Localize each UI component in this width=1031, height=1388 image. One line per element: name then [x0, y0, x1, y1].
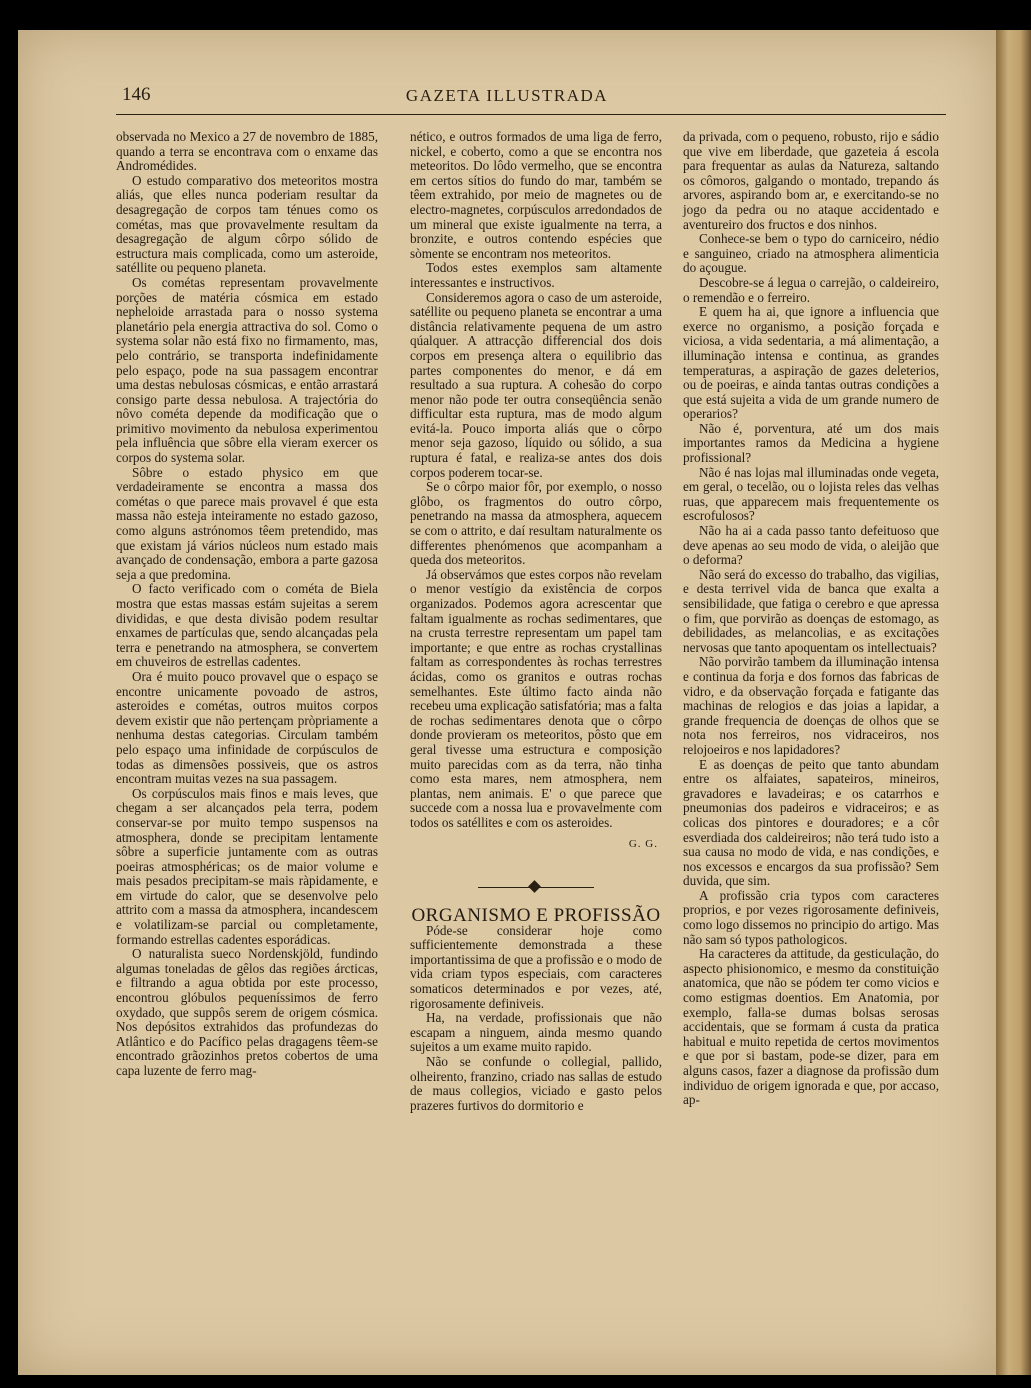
paragraph: O naturalista sueco Nordenskjöld, fundindo algumas toneladas de gêlos das regiões árcticas, e filtrando a agua obtida por este processo, encontrou glóbulos pequeníssimos de ferro oxydado, que suppôs serem de origem cósmica. Nos depósitos extrahidos das profundezas do Atlântico e do Pacífico pelas dragagens têem-se encontrado grãozinhos pretos cobertos de uma capa luzente de ferro mag- [116, 946, 378, 1078]
paragraph: A profissão cria typos com caracteres proprios, e por vezes rigorosamente definiveis, como logo dissemos no principio do artigo. Mas não sam só typos pathologicos. [683, 887, 939, 947]
paragraph: Ha caracteres da attitude, da gesticulação, do aspecto phisionomico, e mesmo da constituição anatomica, que não se pódem ter como vicios e como estigmas doentios. Em Anatomia, por exemplo, falla-se dumas bolsas serosas accidentais, que se formam á custa da pratica habitual e muito repetida de certos movimentos e que por si bastam, pode-se dizer, para em alguns casos, fazer a diagnose da profissão dum individuo de origem ignorada e que, por accaso, ap- [683, 946, 939, 1108]
article-title: ORGANISMO E PROFISSÃO [411, 905, 661, 927]
paragraph: Não se confunde o collegial, pallido, olheirento, franzino, criado nas sallas de estudo de maus collegios, viciado e gasto pelos prazeres furtivos do dormitorio e [410, 1054, 662, 1113]
paragraph: Não porvirão tambem da illuminação intensa e continua da forja e dos fornos das fabricas de vidro, e da observação forçada e fatigante das machinas de relogios e das joias a lapidar, a grande frequencia de doenças de olhos que se nota nos ferreiros, nos vidraceiros, nos relojoeiros e nos lapidadores? [683, 654, 939, 757]
paragraph: Os corpúsculos mais finos e mais leves, que chegam a ser alcançados pela terra, podem conservar-se por muito tempo suspensos na atmosphera, donde se precipitam lentamente sôbre a superficie juntamente com as outras poeiras atmosphéricas; os de maior volume e mais pesados precipitam-se mais ràpidamente, e em virtude do calor, que se desenvolve pelo attrito com a massa da atmosphera, incandescem e volatilizam-se parcial ou completamente, formando estrellas cadentes esporádicas. [116, 785, 378, 947]
paragraph: O facto verificado com o cométa de Biela mostra que estas massas estám sujeitas a serem divididas, e que desta divisão podem resultar enxames de partículas que, sendo alcançadas pela terra e penetrando na atmosphera, se convertem em chuveiros de estrellas cadentes. [116, 581, 378, 670]
paragraph: da privada, com o pequeno, robusto, rijo e sádio que vive em liberdade, que gazeteia á escola para frequentar as aulas da Natureza, saltando os cômoros, galgando o montado, trepando ás arvores, aspirando bom ar, e exercitando-se no jogo da pedra ou no ataque accidentado e aventureiro dos fructos e dos ninhos. [683, 129, 939, 232]
scan-border [0, 30, 18, 1375]
paragraph: Descobre-se á legua o carrejão, o caldeireiro, o remendão e o ferreiro. [683, 274, 939, 305]
paragraph: Póde-se considerar hoje como sufficientemente demonstrada a these importantissima de que a profissão e o modo de vida criam typos especiais, com caracteres somaticos determinados e por vezes, até, rigorosamente definiveis. [410, 922, 662, 1011]
paragraph: Não é, porventura, até um dos mais importantes ramos da Medicina a hygiene profissional? [683, 420, 939, 466]
paragraph: Conhece-se bem o typo do carniceiro, nédio e sanguineo, criado na atmosphera alimenticia do açougue. [683, 231, 939, 276]
paragraph: Ora é muito pouco provavel que o espaço se encontre unicamente povoado de astros, asteroides e cométas, outros muitos corpos devem existir que não pertençam pròpriamente a nenhuma destas categorias. Circulam também pelo espaço uma infinidade de corpúsculos de todas as dimensões possiveis, que os astros encontram muitas vezes na sua passagem. [116, 668, 378, 787]
column-2 [410, 130, 662, 1113]
paragraph: Consideremos agora o caso de um asteroide, satéllite ou pequeno planeta se encontrar a uma distância relativamente pequena de um astro qúalquer. A attracção differencial dos dois corpos em presença altera o equilibrio das partes componentes do menor, e dá em resultado a sua ruptura. A cohesão do corpo menor não pode ter outra conseqüência senão difficultar esta ruptura, mas de modo algum evitá-la. Pouco importa aliás que o côrpo menor seja gazoso, líquido ou sólido, a sua ruptura é fatal, e realiza-se antes dos dois corpos poderem tocar-se. [410, 289, 662, 480]
header-rule [116, 114, 946, 115]
paragraph: Não ha ai a cada passo tanto defeituoso que deve apenas ao seu modo de vida, o aleijão que o deforma? [683, 523, 939, 568]
column-1 [116, 130, 378, 1079]
section-ornament [410, 877, 662, 899]
paragraph: Os cométas representam provavelmente porções de matéria cósmica em estado nepheloide arrastada para o nosso systema planetário pela energia attractiva do sol. Como o systema solar não está fixo no firmamento, mas, pelo contrário, se transporta indefinidamente pelo espaço, pode na sua passagem encontrar uma destas nebulosas cósmicas, e então arrastará consigo parte dessa nebulosa. A trajectória do nôvo cométa depende da modificação que o primitivo movimento da nebulosa experimentou pela influência que sôbre ella vieram exercer os corpos do systema solar. [116, 274, 378, 466]
page-number: 146 [122, 84, 151, 105]
paragraph: Sôbre o estado physico em que verdadeiramente se encontra a massa dos cométas o que parece mais provavel é que esta massa não esteja inteiramente no estado gazoso, como alguns astrónomos têem pretendido, mas que existam já vários núcleos num estado mais avançado de condensação, embora a parte gazosa seja a que predomina. [116, 464, 378, 582]
paragraph: O estudo comparativo dos meteoritos mostra aliás, que elles nunca poderiam resultar da desagregação de corpos tam ténues como os cométas, mas que provavelmente resultam da desagregação de algum côrpo sólido de estructura mais complicada, como um asteroide, satéllite ou pequeno planeta. [116, 172, 378, 276]
paragraph: E quem ha ai, que ignore a influencia que exerce no organismo, a posição forçada e viciosa, a vida sedentaria, a má alimentação, a illuminação intensa e continua, as grandes temperaturas, a aspiração de gazes deleterios, ou de poeiras, e ainda tantas outras condições a que está sujeita a vida de um grande numero de operarios? [683, 304, 939, 422]
paragraph: Não será do excesso do trabalho, das vigilias, e desta terrivel vida de banca que exalta a sensibilidade, que fatiga o cerebro e que apressa o fim, que porvirão as doenças de estomago, as debilidades, as melancolias, e as excitações nervosas que tanto apoquentam os intellectuais? [683, 566, 939, 655]
paragraph: Se o côrpo maior fôr, por exemplo, o nosso glôbo, os fragmentos do outro côrpo, penetrando na massa da atmosphera, aquecem se com o attrito, e daí resultam naturalmente os differentes phenómenos que acompanham a queda dos meteoritos. [410, 479, 662, 568]
paragraph: observada no Mexico a 27 de novembro de 1885, quando a terra se encontrava com o enxame das Andromédides. [116, 129, 378, 174]
newspaper-page [18, 30, 996, 1375]
paragraph: Todos estes exemplos sam altamente interessantes e instructivos. [410, 260, 662, 290]
masthead: GAZETA ILLUSTRADA [405, 86, 609, 105]
paragraph: E as doenças de peito que tanto abundam entre os alfaiates, sapateiros, mineiros, gravadores e lavadeiras; e os catarrhos e pneumonias dos padeiros e vidraceiros; e as colicas dos pintores e douradores; e a côr esverdiada dos caldeireiros; não terá tudo isto a sua causa no modo de vida, e nas condições, e nos excessos e encargos da sua profissão? Sem duvida, que sim. [683, 756, 939, 889]
paragraph: Não é nas lojas mal illuminadas onde vegeta, em geral, o tecelão, ou o lojista reles das velhas ruas, que apparecem mais frequentemente os escrofulosos? [683, 464, 939, 524]
paragraph: nético, e outros formados de uma liga de ferro, nickel, e coberto, como a que se encontra nos meteoritos. Do lôdo vermelho, que se encontra em certos sítios do fundo do mar, também se têem extrahido, por meio de magnetes ou de electro-magnetes, corpúsculos arredondados de um mineral que existe igualmente na terra, a bronzite, e outros contendo espécies que sòmente se encontram nos meteoritos. [410, 129, 662, 261]
paragraph: Ha, na verdade, profissionais que não escapam a ninguem, ainda mesmo quando sujeitos a um exame muito rapido. [410, 1010, 662, 1055]
paragraph: Já observámos que estes corpos não revelam o menor vestígio da existência de corpos organizados. Podemos agora acrescentar que faltam igualmente as rochas sedimentares, que na crusta terrestre representam um papel tam importante; e que entre as rochas crystallinas faltam as correspondentes às rochas terrestres ácidas, como os granitos e outras rochas semelhantes. Este último facto ainda não recebeu uma explicação satisfatória; mas a falta de rochas sedimentares denota que o côrpo donde provieram os meteoritos, pôsto que em geral tivesse uma estructura e composição muito parecidas com as da terra, não tinha como esta mares, nem atmosphera, nem plantas, nem animais. E' o que parece que succede com a nossa lua e provavelmente com todos os satéllites e com os asteroides. [410, 566, 662, 830]
column-3 [683, 130, 939, 1108]
adjacent-page-edge [996, 30, 1031, 1375]
ornament-diamond-icon [528, 880, 541, 893]
author-signature: G. G. [628, 837, 658, 850]
